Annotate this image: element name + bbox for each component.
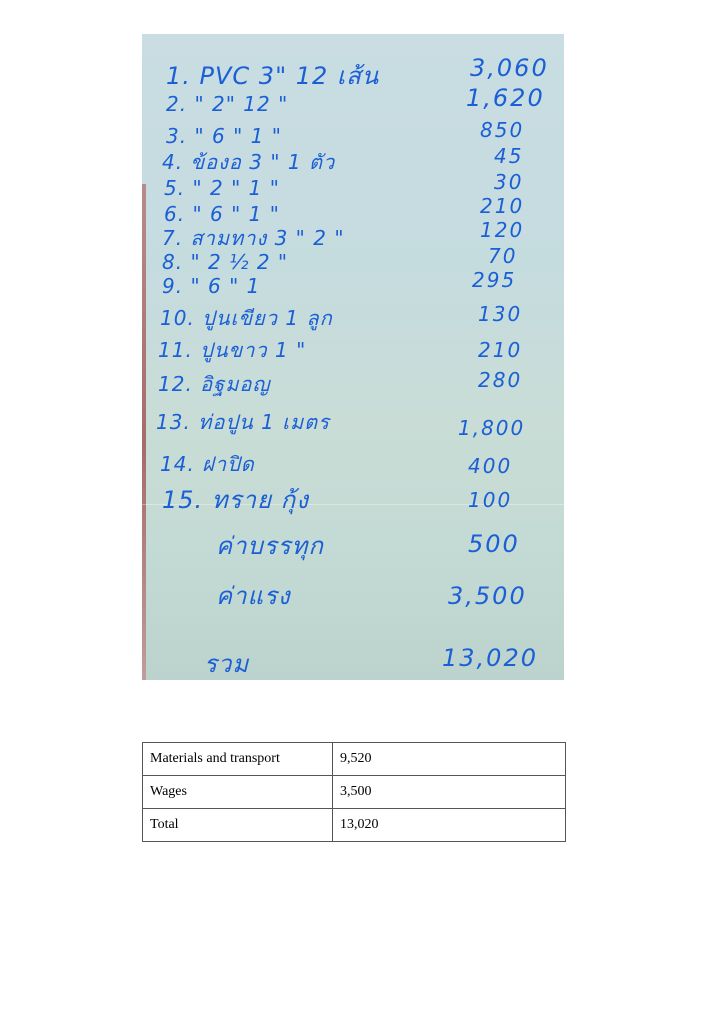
total-label: รวม bbox=[204, 650, 250, 678]
item-2-amount: 1,620 bbox=[466, 84, 545, 112]
row-label: Materials and transport bbox=[143, 743, 333, 776]
item-13-amount: 1,800 bbox=[458, 416, 526, 440]
transport-amount: 500 bbox=[468, 530, 520, 558]
item-5-amount: 30 bbox=[494, 170, 524, 194]
transport-label: ค่าบรรทุก bbox=[216, 532, 324, 560]
total-amount: 13,020 bbox=[442, 644, 538, 672]
wages-label: ค่าแรง bbox=[216, 582, 291, 610]
item-11-desc: 11. ปูนขาว 1 " bbox=[158, 338, 307, 362]
cost-summary-table bbox=[142, 742, 566, 842]
item-10-amount: 130 bbox=[478, 302, 523, 326]
item-1-desc: 1. PVC 3" 12 เส้น bbox=[166, 62, 380, 90]
item-12-desc: 12. อิฐมอญ bbox=[158, 372, 271, 396]
item-10-desc: 10. ปูนเขียว 1 ลูก bbox=[160, 306, 333, 330]
item-12-amount: 280 bbox=[478, 368, 523, 392]
item-3-amount: 850 bbox=[480, 118, 525, 142]
item-14-desc: 14. ฝาปิด bbox=[160, 452, 255, 476]
row-value: 3,500 bbox=[333, 776, 566, 809]
item-14-amount: 400 bbox=[468, 454, 513, 478]
item-15-amount: 100 bbox=[468, 488, 513, 512]
item-5-desc: 5. " 2 " 1 " bbox=[164, 176, 280, 200]
item-2-desc: 2. " 2" 12 " bbox=[166, 92, 289, 116]
item-3-desc: 3. " 6 " 1 " bbox=[166, 124, 282, 148]
item-1-amount: 3,060 bbox=[470, 54, 549, 82]
item-8-desc: 8. " 2 ½ 2 " bbox=[162, 250, 289, 274]
row-value: 13,020 bbox=[333, 809, 566, 842]
item-7-amount: 120 bbox=[480, 218, 525, 242]
paper-edge-decoration bbox=[142, 184, 146, 680]
item-4-amount: 45 bbox=[494, 144, 524, 168]
item-6-amount: 210 bbox=[480, 194, 525, 218]
row-label: Total bbox=[143, 809, 333, 842]
item-4-desc: 4. ข้องอ 3 " 1 ตัว bbox=[162, 150, 336, 174]
item-7-desc: 7. สามทาง 3 " 2 " bbox=[162, 226, 345, 250]
item-6-desc: 6. " 6 " 1 " bbox=[164, 202, 280, 226]
item-11-amount: 210 bbox=[478, 338, 523, 362]
table-row bbox=[143, 776, 566, 809]
handwritten-receipt-photo bbox=[142, 34, 564, 680]
table-row bbox=[143, 809, 566, 842]
item-9-desc: 9. " 6 " 1 bbox=[162, 274, 261, 298]
item-13-desc: 13. ท่อปูน 1 เมตร bbox=[156, 410, 330, 434]
row-label: Wages bbox=[143, 776, 333, 809]
item-8-amount: 70 bbox=[488, 244, 518, 268]
table-row bbox=[143, 743, 566, 776]
item-9-amount: 295 bbox=[472, 268, 517, 292]
item-15-desc: 15. ทราย กุ้ง bbox=[162, 486, 309, 514]
wages-amount: 3,500 bbox=[448, 582, 527, 610]
row-value: 9,520 bbox=[333, 743, 566, 776]
